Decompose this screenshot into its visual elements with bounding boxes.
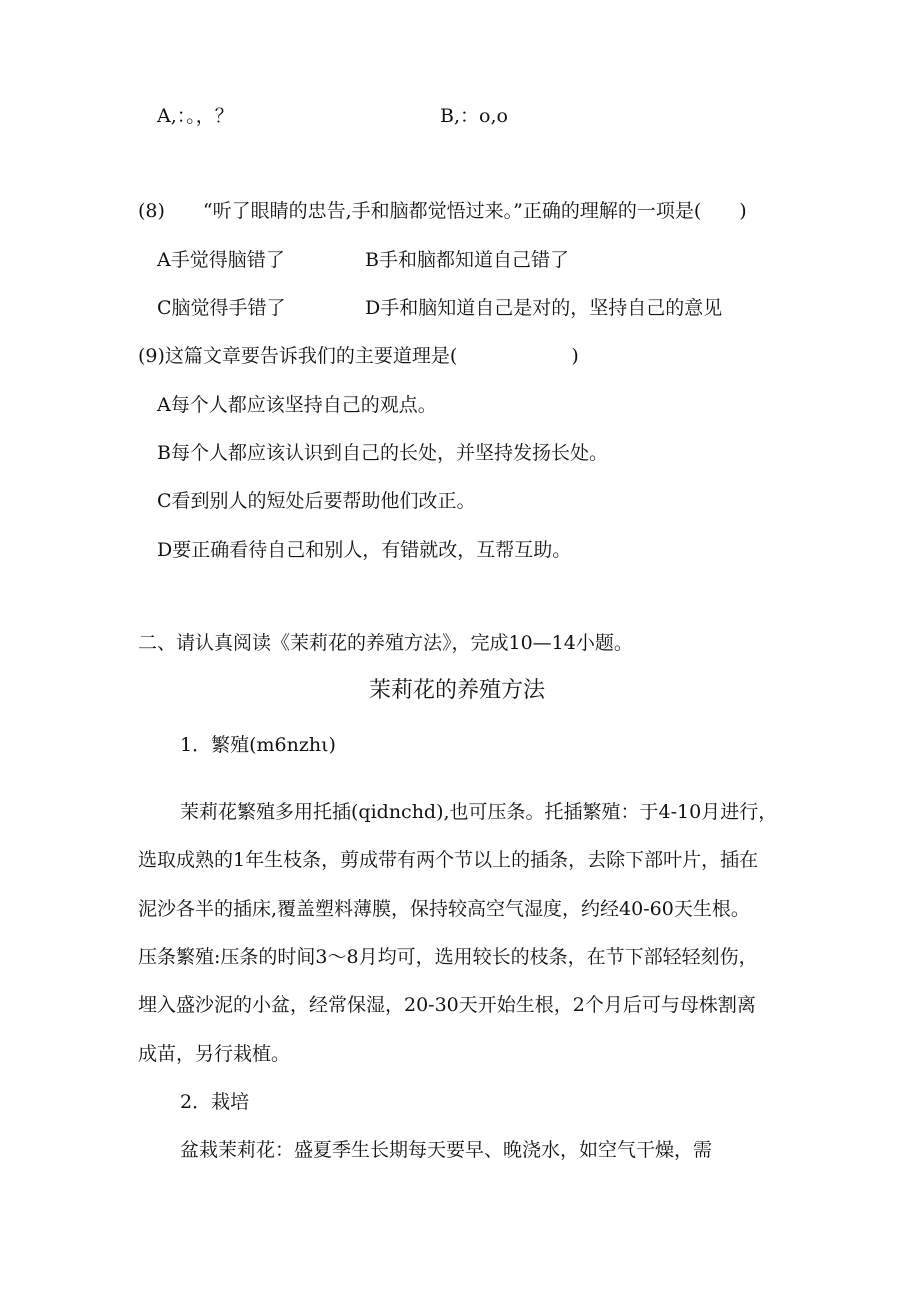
heading-2: 2．栽培 — [180, 1091, 250, 1113]
q9-option-b: B每个人都应该认识到自己的长处，并坚持发扬长处。 — [157, 442, 608, 464]
q9-option-d: D要正确看待自己和别人，有错就改，互帮互助。 — [157, 539, 572, 561]
q9-option-a: A每个人都应该坚持自己的观点。 — [157, 394, 437, 416]
q8-option-b: B手和脑都知道自己错了 — [365, 249, 569, 271]
section2-instruction: 二、请认真阅读《茉莉花的养殖方法》，完成10—14小题。 — [138, 632, 633, 654]
paragraph-line: 茉莉花繁殖多用托插(qidnchd),也可压条。托插繁殖：于4-10月进行， — [180, 801, 778, 823]
article-title: 茉莉花的养殖方法 — [369, 678, 546, 703]
paragraph-line: 选取成熟的1年生枝条，剪成带有两个节以上的插条，去除下部叶片，插在 — [138, 849, 759, 871]
q8-stem: (8) “听了眼睛的忠告,手和脑都觉悟过来。”正确的理解的一项是( ) — [138, 200, 747, 222]
heading-1: 1．繁殖(m6nzhι) — [180, 734, 336, 756]
q8-option-a: A手觉得脑错了 — [157, 249, 285, 271]
q7-option-a: A,：。，？ — [157, 105, 234, 127]
paragraph-line: 盆栽茉莉花：盛夏季生长期每天要早、晚浇水，如空气干燥，需 — [180, 1139, 713, 1161]
q9-stem: (9)这篇文章要告诉我们的主要道理是( ) — [138, 345, 579, 367]
paragraph-line: 压条繁殖:压条的时间3～8月均可，选用较长的枝条，在节下部轻轻刻伤， — [138, 946, 758, 968]
q8-option-d: D手和脑知道自己是对的，坚持自己的意见 — [365, 297, 723, 319]
paragraph-line: 泥沙各半的插床,覆盖塑料薄膜，保持较高空气湿度，约经40-60天生根。 — [138, 898, 750, 920]
q7-option-b: B,：o,o — [440, 105, 508, 127]
paragraph-line: 埋入盛沙泥的小盆，经常保湿，20-30天开始生根，2个月后可与母株割离 — [138, 994, 756, 1016]
q9-option-c: C看到别人的短处后要帮助他们改正。 — [157, 490, 476, 512]
paragraph-line: 成苗，另行栽植。 — [138, 1043, 291, 1065]
q8-option-c: C脑觉得手错了 — [157, 297, 286, 319]
